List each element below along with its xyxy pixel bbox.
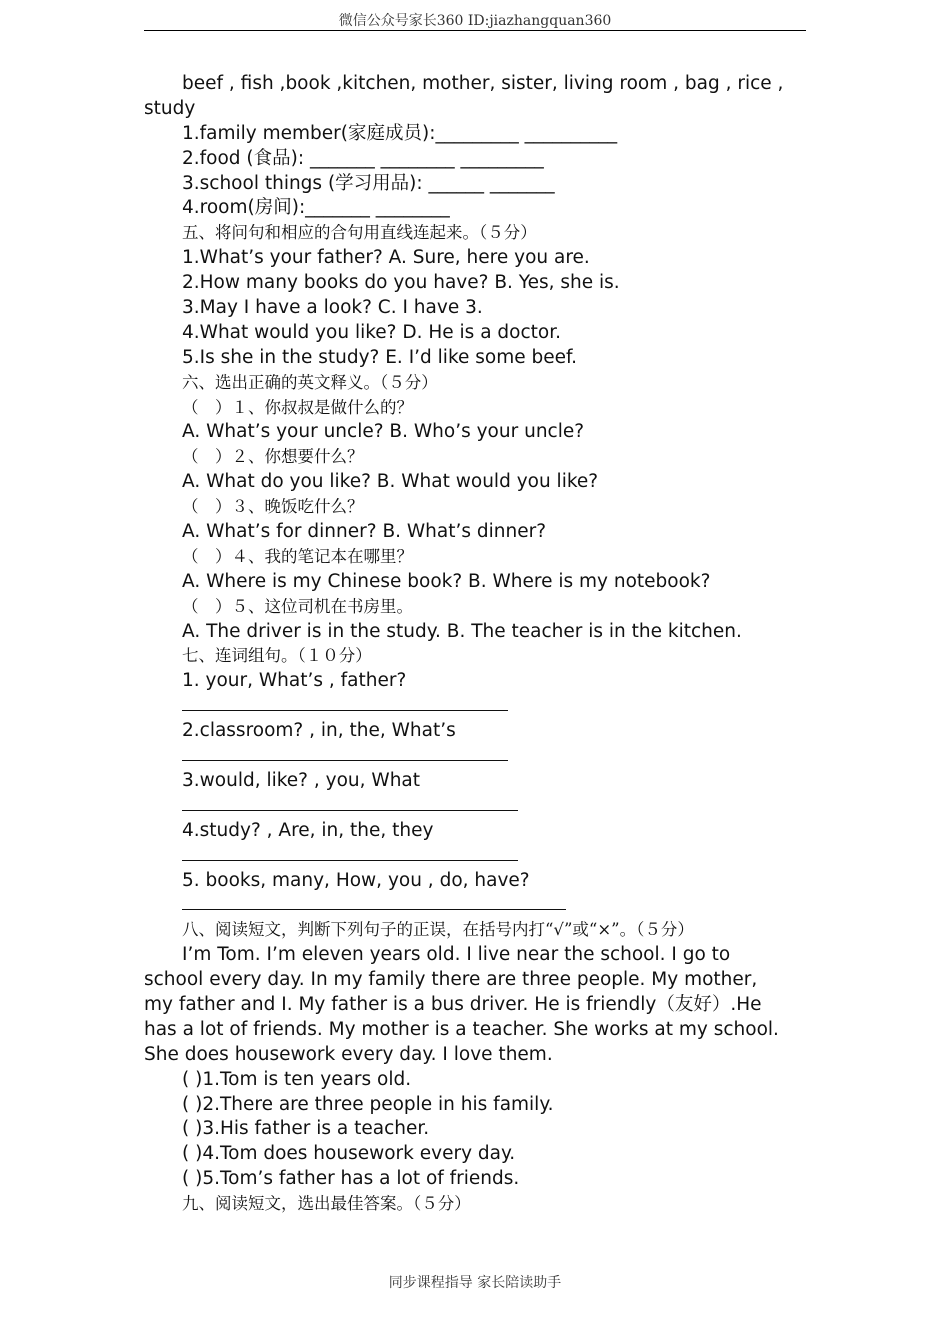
judge-item-4: ( )4.Tom does housework every day. — [182, 1143, 516, 1165]
choice-options-5: A. The driver is in the study. B. The teacher is in the kitchen. — [182, 620, 742, 642]
word-bank-line-1: beef , fish ,book ,kitchen, mother, sister, living room , bag , rice , — [182, 73, 784, 94]
answer-line-3 — [144, 794, 806, 819]
match-item-4: 4.What would you like? D. He is a doctor. — [182, 321, 562, 343]
choice-options-4: A. Where is my Chinese book? B. Where is my notebook? — [182, 570, 711, 592]
section-6-title: 六、选出正确的英文释义。（５分） — [182, 372, 438, 392]
choice-options-3: A. What’s for dinner? B. What’s dinner? — [182, 521, 547, 543]
section-5-title: 五、将问句和相应的合句用直线连起来。（５分） — [182, 223, 537, 243]
match-item-5: 5.Is she in the study? E. I’d like some beef. — [182, 346, 578, 368]
match-item-3: 3.May I have a look? C. I have 3. — [182, 297, 483, 319]
choice-question-4: （ ）４、我的笔记本在哪里？ — [182, 546, 413, 566]
reorder-item-5: 5. books, many, How, you , do, have? — [182, 869, 530, 891]
header-divider — [144, 30, 806, 31]
category-food: 2.food (食品): _______ ________ _________ — [182, 147, 544, 169]
reorder-item-4: 4.study? , Are, in, the, they — [182, 819, 434, 841]
category-school-things: 3.school things (学习用品): ______ _______ — [182, 172, 555, 194]
section-7-title: 七、连词组句。（１０分） — [182, 646, 372, 666]
match-item-1: 1.What’s your father? A. Sure, here you are. — [182, 247, 590, 269]
reorder-item-2: 2.classroom? , in, the, What’s — [182, 720, 456, 742]
choice-question-5: （ ）５、这位司机在书房里。 — [182, 596, 413, 616]
judge-item-5: ( )5.Tom’s father has a lot of friends. — [182, 1168, 520, 1190]
passage-line-2: school every day. In my family there are three people. My mother, — [144, 969, 758, 991]
answer-line-4 — [144, 844, 806, 869]
passage-line-4: has a lot of friends. My mother is a teacher. She works at my school. — [144, 1018, 779, 1040]
word-bank-line-2: study — [144, 97, 196, 119]
section-9-title: 九、阅读短文，选出最佳答案。（５分） — [182, 1194, 471, 1214]
worksheet-body — [144, 72, 806, 1217]
category-room: 4.room(房间):_______ ________ — [182, 197, 450, 219]
reorder-item-3: 3.would, like? , you, What — [182, 769, 421, 791]
judge-item-3: ( )3.His father is a teacher. — [182, 1118, 430, 1140]
judge-item-2: ( )2.There are three people in his family. — [182, 1093, 554, 1115]
page-footer: 同步课程指导 家长陪读助手 — [388, 1275, 562, 1291]
passage-line-1: I’m Tom. I’m eleven years old. I live near the school. I go to — [182, 944, 731, 966]
category-family-member: 1.family member(家庭成员):_________ __________ — [182, 122, 618, 144]
choice-options-2: A. What do you like? B. What would you like? — [182, 471, 599, 493]
judge-item-1: ( )1.Tom is ten years old. — [182, 1068, 412, 1090]
answer-line-2 — [144, 744, 806, 769]
reorder-item-1: 1. your, What’s , father? — [182, 670, 407, 692]
passage-line-3: my father and I. My father is a bus driver. He is friendly（友好）.He — [144, 993, 762, 1015]
answer-line-5 — [144, 893, 806, 918]
choice-question-1: （ ）１、你叔叔是做什么的？ — [182, 397, 413, 417]
answer-line-1 — [144, 694, 806, 719]
page-header: 微信公众号家长360 ID:jiazhangquan360 — [338, 13, 612, 29]
choice-question-3: （ ）３、晚饭吃什么？ — [182, 497, 364, 517]
choice-options-1: A. What’s your uncle? B. Who’s your uncle? — [182, 421, 585, 443]
section-8-title: 八、阅读短文，判断下列句子的正误，在括号内打“√”或“×”。（５分） — [182, 920, 694, 940]
passage-line-5: She does housework every day. I love them. — [144, 1043, 553, 1065]
choice-question-2: （ ）２、你想要什么？ — [182, 447, 364, 467]
match-item-2: 2.How many books do you have? B. Yes, she is. — [182, 272, 620, 294]
